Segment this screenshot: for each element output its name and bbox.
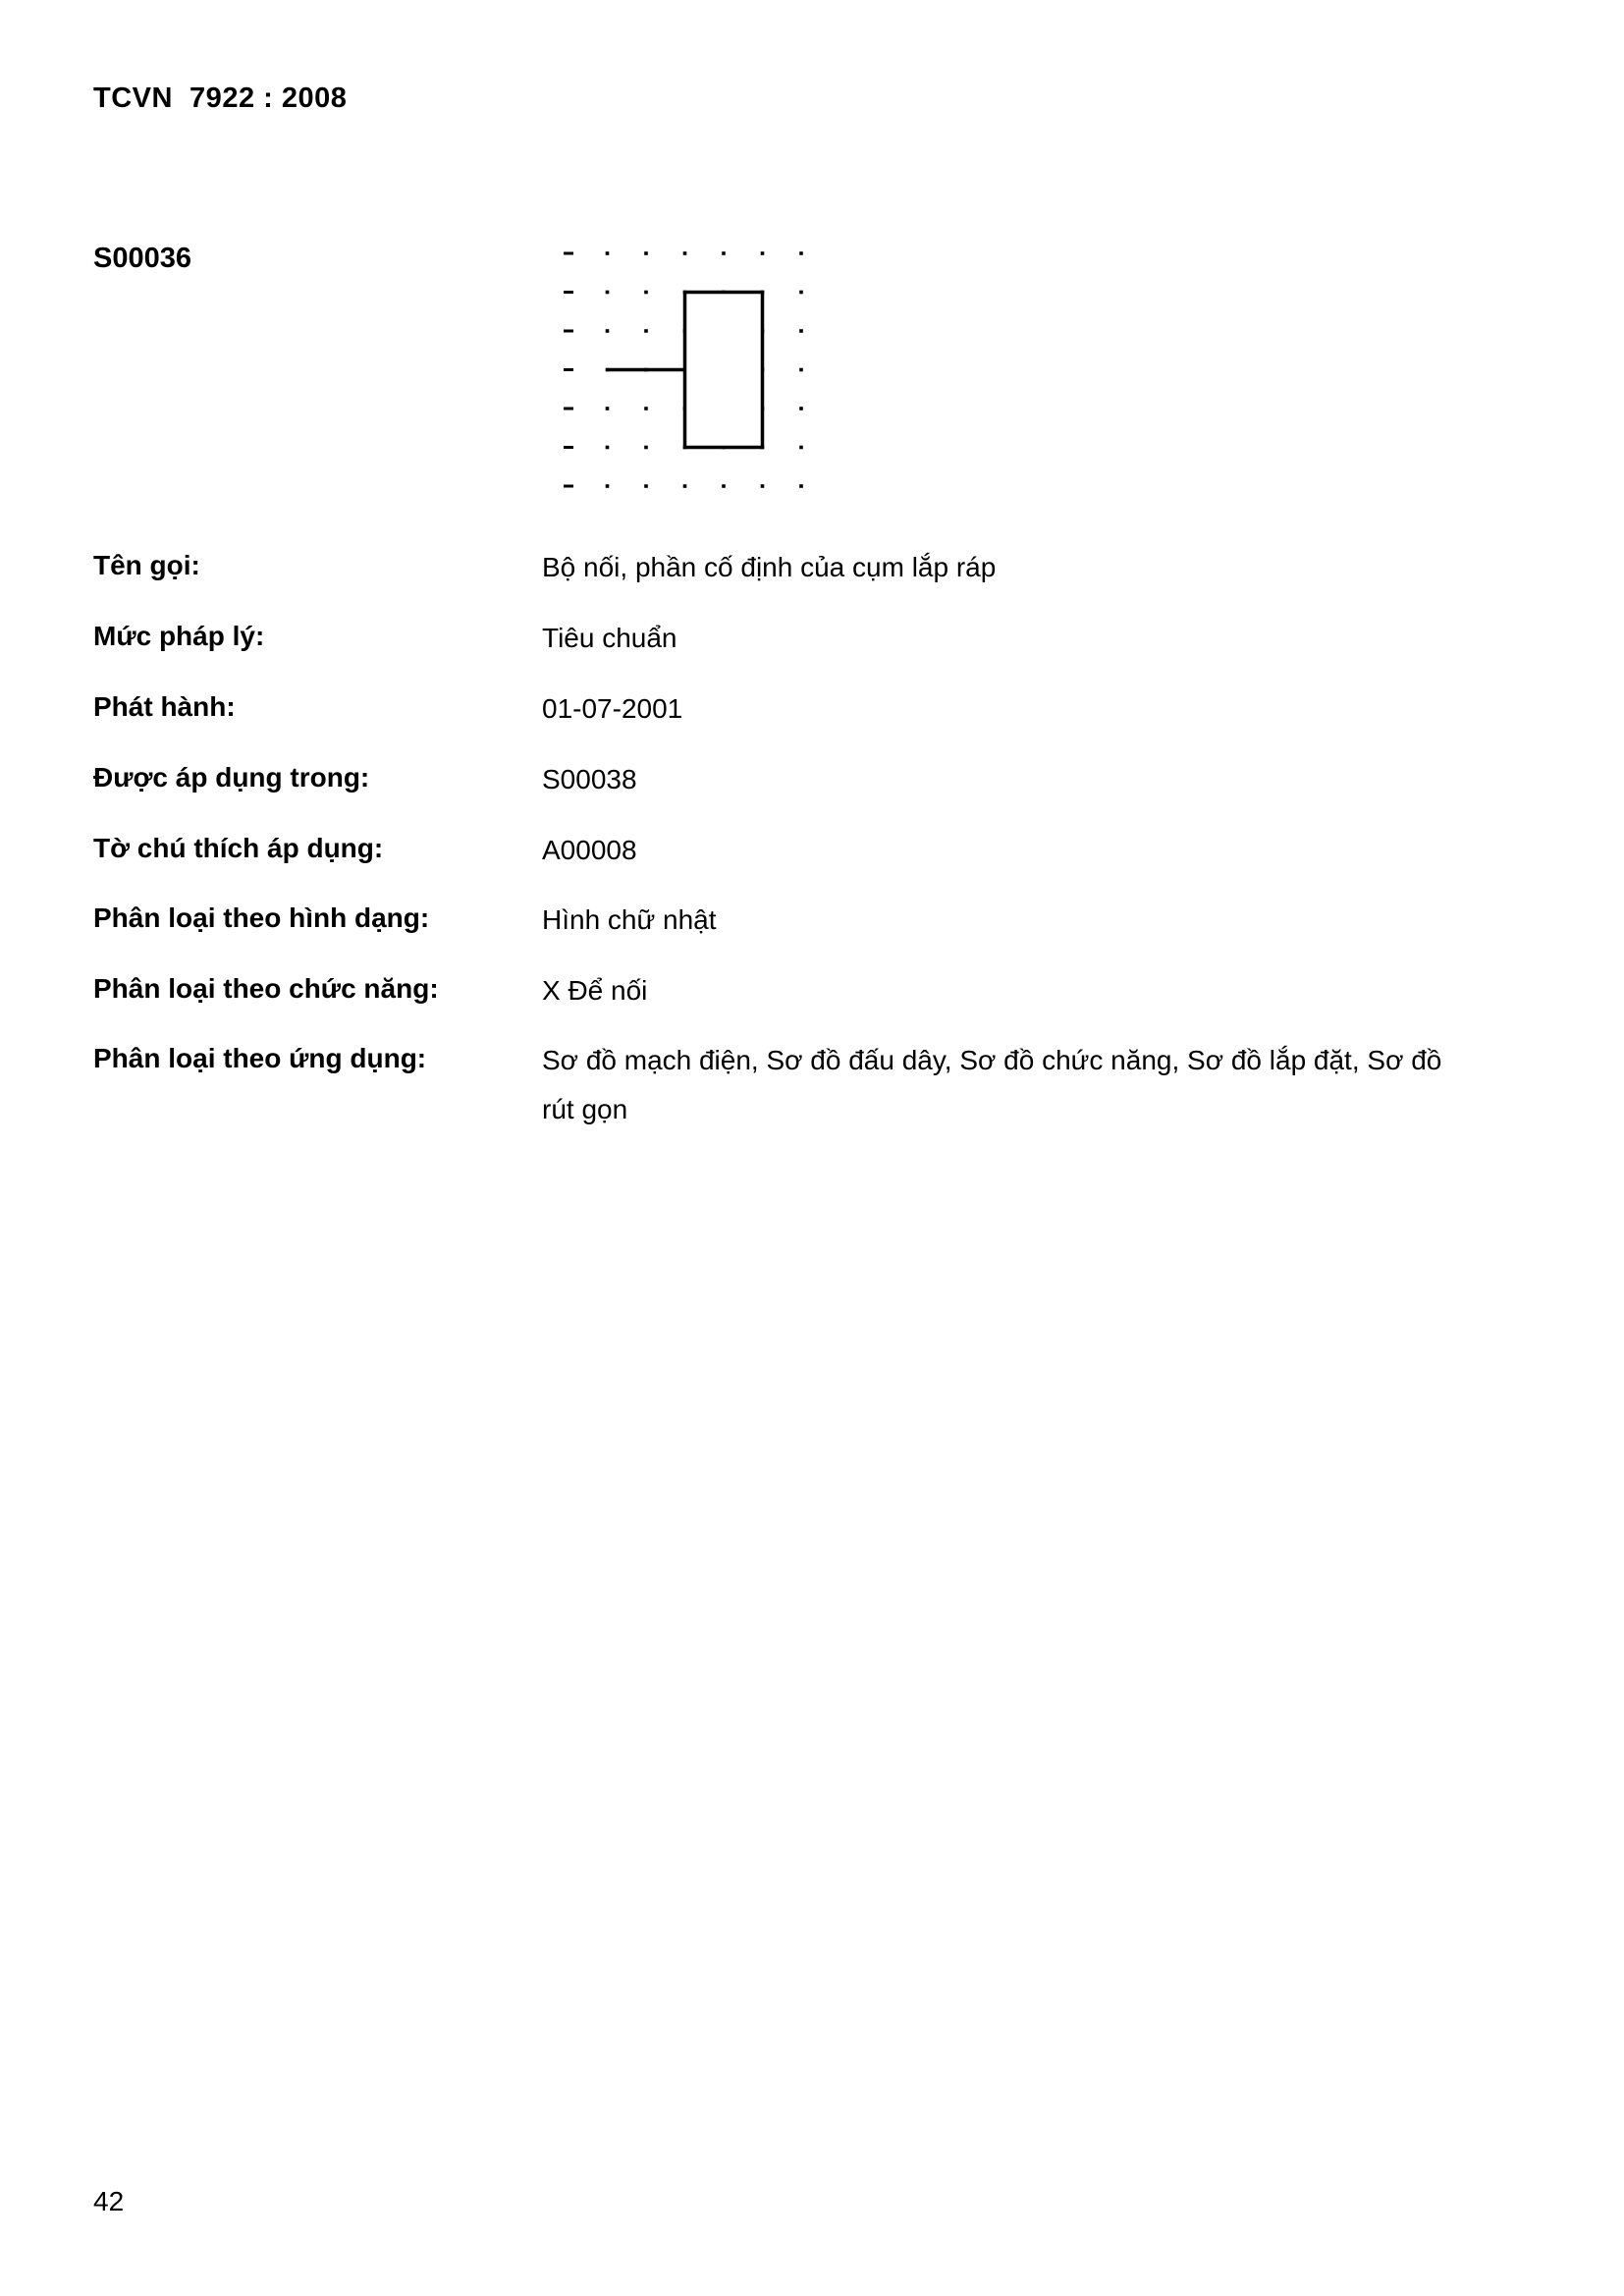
grid-dot bbox=[644, 446, 648, 450]
grid-dot bbox=[606, 251, 610, 255]
grid-dot bbox=[761, 251, 765, 255]
grid-dot bbox=[683, 484, 687, 488]
field-value: Tiêu chuẩn bbox=[542, 623, 677, 653]
grid-dot bbox=[761, 484, 765, 488]
grid-dot bbox=[799, 446, 803, 450]
grid-dot bbox=[606, 291, 610, 295]
field-value: X Để nối bbox=[542, 975, 648, 1006]
grid-dot bbox=[722, 484, 726, 488]
grid-dot bbox=[606, 484, 610, 488]
field-label: Phân loại theo hình dạng: bbox=[93, 902, 430, 933]
field-value: Sơ đồ mạch điện, Sơ đồ đấu dây, Sơ đồ chức năng, Sơ đồ lắp đặt, Sơ đồ rút gọn bbox=[542, 1045, 1442, 1124]
field-value: Bộ nối, phần cố định của cụm lắp ráp bbox=[542, 552, 997, 582]
field-value: 01-07-2001 bbox=[542, 693, 683, 724]
grid-dot bbox=[799, 368, 803, 372]
grid-dash bbox=[564, 330, 573, 333]
grid-dash bbox=[564, 252, 573, 255]
field-value: Hình chữ nhật bbox=[542, 904, 717, 935]
symbol-rectangle bbox=[685, 293, 763, 448]
field-value: A00008 bbox=[542, 835, 637, 865]
symbol-id: S00036 bbox=[93, 243, 191, 274]
grid-dot bbox=[799, 251, 803, 255]
field-label: Được áp dụng trong: bbox=[93, 762, 370, 793]
field-value: S00038 bbox=[542, 764, 637, 794]
grid-dot bbox=[799, 407, 803, 410]
grid-dot bbox=[799, 484, 803, 488]
grid-dot bbox=[644, 484, 648, 488]
grid-dot bbox=[799, 329, 803, 333]
grid-dash bbox=[564, 446, 573, 449]
standard-title: TCVN 7922 : 2008 bbox=[93, 82, 348, 114]
symbol-diagram bbox=[549, 234, 824, 509]
grid-dot bbox=[606, 407, 610, 410]
field-label: Phân loại theo chức năng: bbox=[93, 973, 439, 1004]
grid-dash bbox=[564, 291, 573, 294]
grid-dot bbox=[644, 251, 648, 255]
grid-dot bbox=[683, 251, 687, 255]
grid-dash bbox=[564, 408, 573, 410]
field-label: Mức pháp lý: bbox=[93, 621, 265, 651]
grid-dot bbox=[644, 329, 648, 333]
grid-dot bbox=[644, 291, 648, 295]
grid-dot bbox=[606, 446, 610, 450]
symbol-diagram-svg bbox=[549, 234, 824, 509]
grid-dot bbox=[722, 251, 726, 255]
page-number: 42 bbox=[93, 2186, 125, 2216]
grid-dot bbox=[799, 291, 803, 295]
grid-dot bbox=[644, 407, 648, 410]
field-label: Tờ chú thích áp dụng: bbox=[93, 833, 384, 863]
field-label: Phát hành: bbox=[93, 691, 236, 722]
grid-dash bbox=[564, 485, 573, 488]
field-label: Phân loại theo ứng dụng: bbox=[93, 1043, 427, 1073]
grid-dot bbox=[606, 329, 610, 333]
grid-dash bbox=[564, 368, 573, 371]
field-label: Tên gọi: bbox=[93, 550, 200, 580]
